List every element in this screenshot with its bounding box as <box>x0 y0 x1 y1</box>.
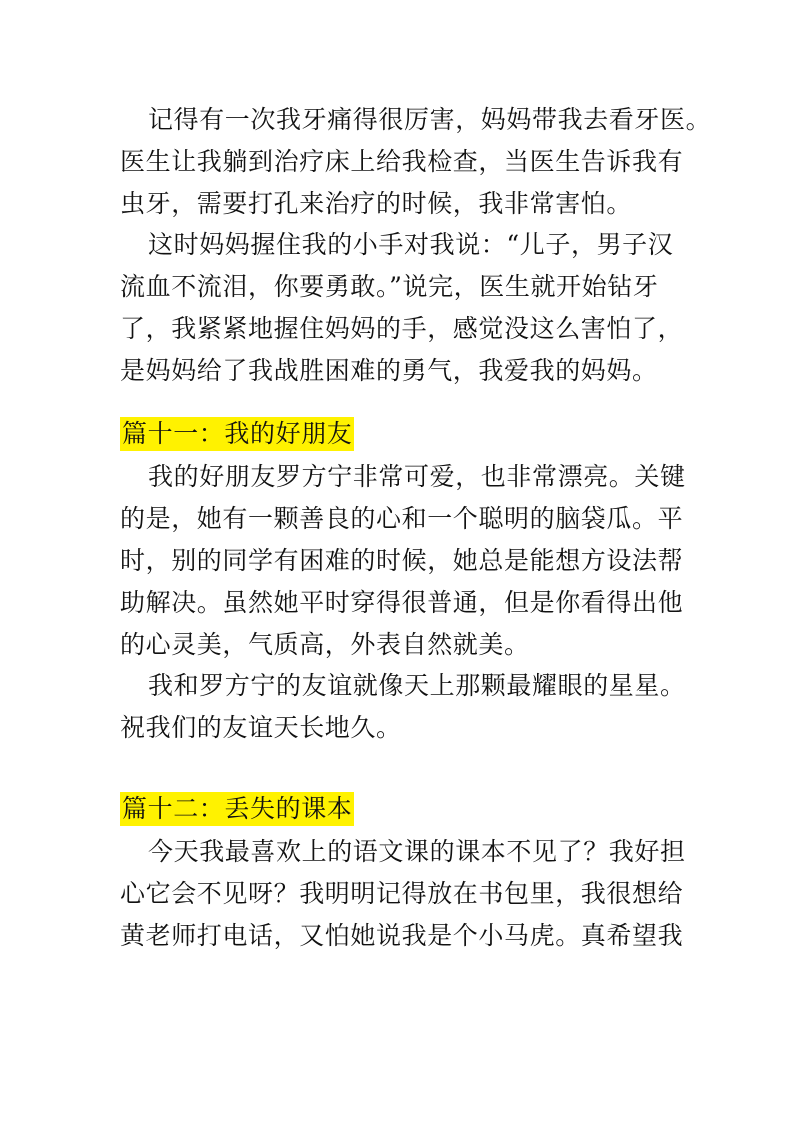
paragraph-line: 我的好朋友罗方宁非常可爱，也非常漂亮。关键 <box>148 462 686 491</box>
section-heading: 篇十一：我的好朋友 <box>120 417 354 451</box>
paragraph-line: 的心灵美，气质高，外表自然就美。 <box>120 630 530 659</box>
paragraph-line: 虫牙，需要打孔来治疗的时候，我非常害怕。 <box>120 189 633 218</box>
paragraph-line: 的是，她有一颗善良的心和一个聪明的脑袋瓜。平 <box>120 504 684 533</box>
paragraph-line: 助解决。虽然她平时穿得很普通，但是你看得出他 <box>120 588 684 617</box>
paragraph-line: 黄老师打电话，又怕她说我是个小马虎。真希望我 <box>120 921 684 950</box>
paragraph-line: 了，我紧紧地握住妈妈的手，感觉没这么害怕了， <box>120 314 684 343</box>
paragraph-line: 我和罗方宁的友谊就像天上那颗最耀眼的星星。 <box>148 671 686 700</box>
paragraph-line: 记得有一次我牙痛得很厉害，妈妈带我去看牙医。 <box>148 105 712 134</box>
paragraph-line: 心它会不见呀？我明明记得放在书包里，我很想给 <box>120 879 684 908</box>
paragraph-line: 时，别的同学有困难的时候，她总是能想方设法帮 <box>120 546 684 575</box>
section-heading: 篇十二：丢失的课本 <box>120 792 354 826</box>
paragraph-line: 是妈妈给了我战胜困难的勇气，我爱我的妈妈。 <box>120 356 658 385</box>
paragraph-line: 今天我最喜欢上的语文课的课本不见了？我好担 <box>148 837 686 866</box>
paragraph-line: 这时妈妈握住我的小手对我说：“儿子，男子汉 <box>148 230 674 259</box>
paragraph-line: 流血不流泪，你要勇敢。”说完，医生就开始钻牙 <box>120 272 659 301</box>
paragraph-line: 医生让我躺到治疗床上给我检查，当医生告诉我有 <box>120 147 684 176</box>
paragraph-line: 祝我们的友谊天长地久。 <box>120 713 402 742</box>
